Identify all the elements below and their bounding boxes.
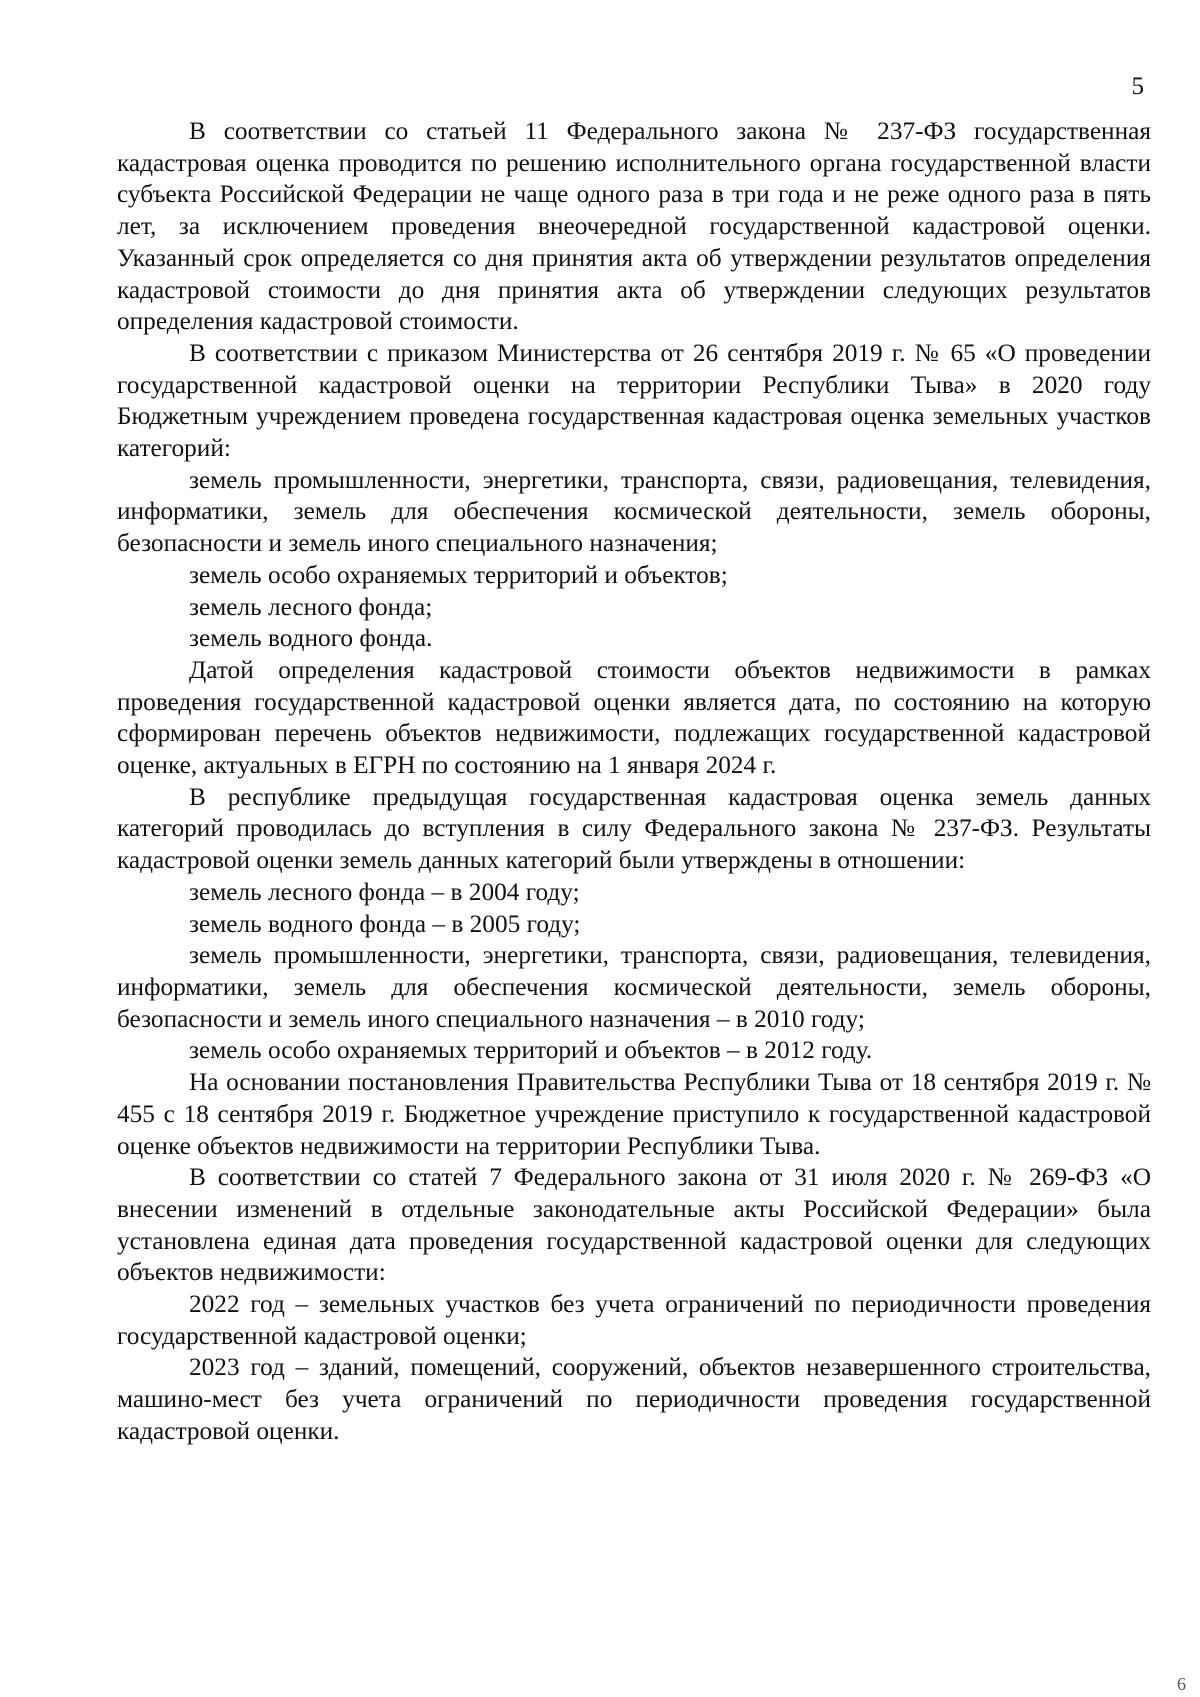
list-item-industry-2010: земель промышленности, энергетики, транспорта, связи, радиовещания, телевидения, информатики, земель для обеспечения космической деятельности, земель обороны, безопасности и земель иного специального назначения – в 2010 году; (117, 941, 1151, 1033)
list-item-water-lands: земель водного фонда. (189, 624, 433, 653)
paragraph-valuation-date: Датой определения кадастровой стоимости объектов недвижимости в рамках проведения государственной кадастровой оценки является дата, по состоянию на которую сформирован перечень объектов недвижимости, подлежащих государственной кадастровой оценке, актуальных в ЕГРН по состоянию на 1 января 2024 г. (117, 655, 1151, 780)
paragraph-ministry-order: В соответствии с приказом Министерства от 26 сентября 2019 г. № 65 «О проведении государственной кадастровой оценки на территории Республики Тыва» в 2020 году Бюджетным учреждением проведена государственная кадастровая оценка земельных участков категорий: (117, 338, 1151, 463)
list-item-industry-lands: земель промышленности, энергетики, транспорта, связи, радиовещания, телевидения, информатики, земель для обеспечения космической деятельности, земель обороны, безопасности и земель иного специального назначения; (117, 465, 1151, 558)
list-item-2023: 2023 год – зданий, помещений, сооружений, объектов незавершенного строительства, машино-мест без учета ограничений по периодичности проведения государственной кадастровой оценки. (117, 1353, 1151, 1445)
list-item-protected-2012: земель особо охраняемых территорий и объектов – в 2012 году. (189, 1036, 873, 1065)
list-item-water-2005: земель водного фонда – в 2005 году; (189, 909, 581, 938)
paragraph-previous-valuation: В республике предыдущая государственная кадастровая оценка земель данных категорий проводилась до вступления в силу Федерального закона № 237-ФЗ. Результаты кадастровой оценки земель данных категорий были утверждены в отношении: (117, 782, 1151, 875)
paragraph-government-resolution: На основании постановления Правительства Республики Тыва от 18 сентября 2019 г. № 455 с 18 сентября 2019 г. Бюджетное учреждение приступило к государственной кадастровой оценке объектов недвижимости на территории Республики Тыва. (117, 1068, 1151, 1160)
list-item-protected-lands: земель особо охраняемых территорий и объектов; (189, 560, 728, 589)
document-body (117, 116, 1151, 1448)
list-item-forest-lands: земель лесного фонда; (189, 592, 433, 621)
list-item-2022: 2022 год – земельных участков без учета ограничений по периодичности проведения государственной кадастровой оценки; (117, 1290, 1151, 1350)
list-item-forest-2004: земель лесного фонда – в 2004 году; (189, 877, 580, 906)
paragraph-periodicity: В соответствии со статьей 11 Федерального закона № 237-ФЗ государственная кадастровая оценка проводится по решению исполнительного органа государственной власти субъекта Российской Федерации не чаще одного раза в три года и не реже одного раза в пять лет, за исключением проведения внеочередной государственной кадастровой оценки. Указанный срок определяется со дня принятия акта об утверждении результатов определения кадастровой стоимости до дня принятия акта об утверждении следующих результатов определения кадастровой стоимости. (117, 117, 1151, 336)
page-number: 5 (1131, 73, 1144, 100)
paragraph-federal-law-269: В соответствии со статей 7 Федерального закона от 31 июля 2020 г. № 269-ФЗ «О внесении изменений в отдельные законодательные акты Российской Федерации» была установлена единая дата проведения государственной кадастровой оценки для следующих объектов недвижимости: (117, 1163, 1151, 1287)
next-page-mark: 6 (1177, 1674, 1186, 1694)
